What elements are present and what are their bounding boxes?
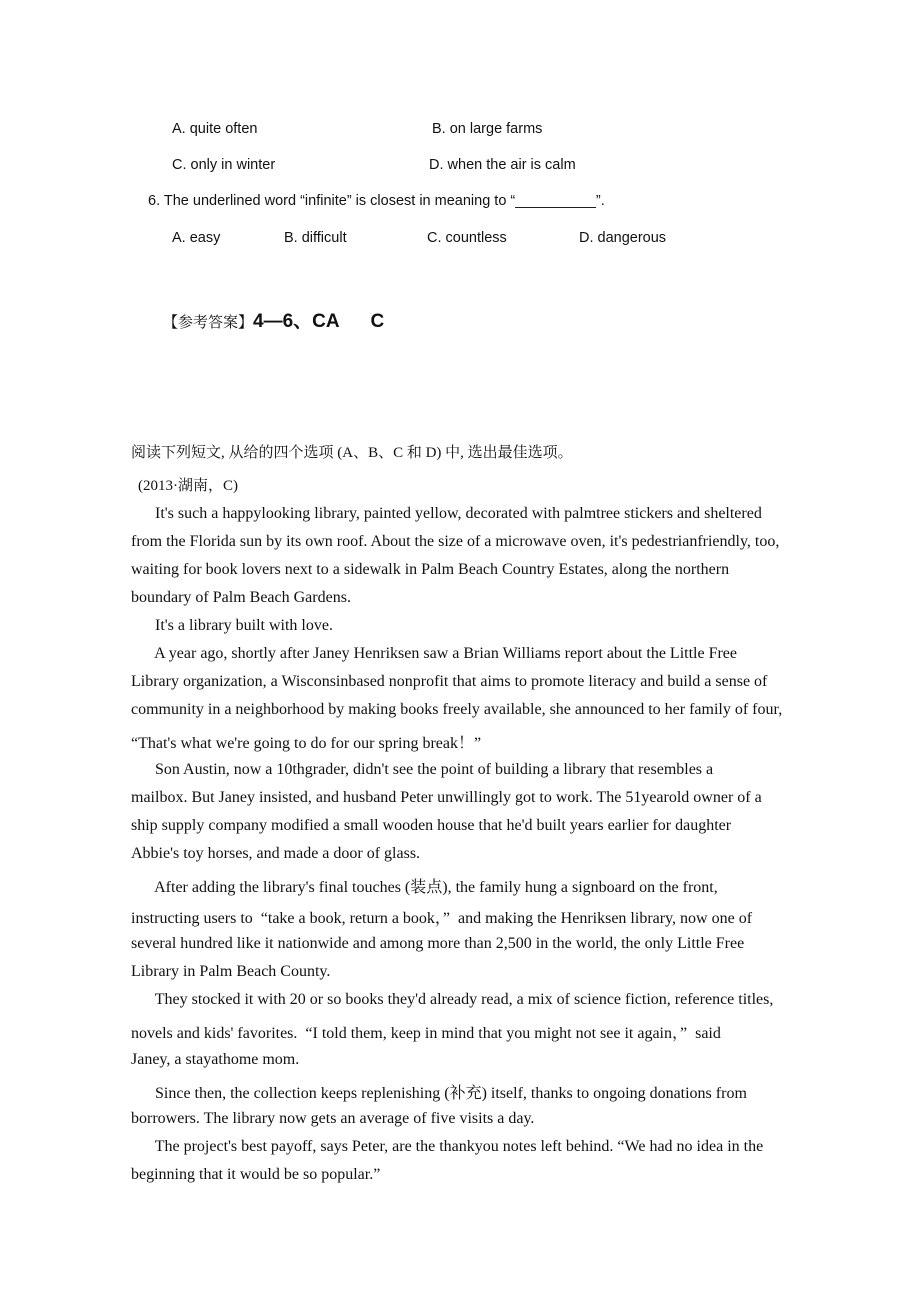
answer-value: 4—6、CA C [253,311,385,332]
q6-option-b: B. difficult [284,230,347,246]
passage-line: Since then, the collection keeps replenishing (补充) itself, thanks to ongoing donations from [131,1085,747,1102]
passage-line: Abbie's toy horses, and made a door of glass. [131,845,421,862]
passage-line: borrowers. The library now gets an average of five visits a day. [131,1110,535,1127]
passage-line: novels and kids' favorites. “I told them, keep in mind that you might not see it again，” said [131,1025,721,1042]
q6-stem: 6. The underlined word “infinite” is closest in meaning to “__________”. [148,193,605,209]
passage-line: It's a library built with love. [131,617,333,634]
passage-line: mailbox. But Janey insisted, and husband Peter unwillingly got to work. The 51yearold owner of a [131,789,762,806]
reference-answer [163,306,384,333]
reading-instruction: 阅读下列短文, 从给的四个选项 (A、B、C 和 D) 中, 选出最佳选项。 [131,445,573,461]
passage-line: Library organization, a Wisconsinbased nonprofit that aims to promote literacy and build a sense of [131,673,768,690]
q5-option-a: A. quite often [172,121,258,137]
passage-source: (2013·湖南，C) [138,478,238,494]
q6-option-d: D. dangerous [579,230,667,246]
q5-option-d: D. when the air is calm [429,157,576,173]
passage-line: instructing users to “take a book, return a book，” and making the Henriksen library, now one of [131,910,753,927]
passage-line: It's such a happylooking library, painted yellow, decorated with palmtree stickers and sheltered [131,505,762,522]
passage-line: The project's best payoff, says Peter, are the thankyou notes left behind. “We had no idea in the [131,1138,764,1155]
passage-line: several hundred like it nationwide and among more than 2,500 in the world, the only Little Free [131,935,745,952]
passage-line: community in a neighborhood by making books freely available, she announced to her family of four, [131,701,783,718]
passage-line: ship supply company modified a small wooden house that he'd built years earlier for daughter [131,817,732,834]
passage-line: After adding the library's final touches (装点), the family hung a signboard on the front, [131,879,718,896]
q5-option-b: B. on large farms [432,121,543,137]
q6-option-c: C. countless [427,230,507,246]
q6-option-a: A. easy [172,230,221,246]
passage-line: They stocked it with 20 or so books they'd already read, a mix of science fiction, reference titles, [131,991,774,1008]
passage-line: waiting for book lovers next to a sidewalk in Palm Beach Country Estates, along the northern [131,561,730,578]
passage-line: Janey, a stayathome mom. [131,1051,300,1068]
passage-line: Son Austin, now a 10thgrader, didn't see the point of building a library that resembles a [131,761,714,778]
answer-label: 【参考答案】 [163,313,254,331]
passage-line: “That's what we're going to do for our spring break！” [131,735,482,752]
passage-line: boundary of Palm Beach Gardens. [131,589,351,606]
passage-line: Library in Palm Beach County. [131,963,331,980]
q5-option-c: C. only in winter [172,157,276,173]
passage-line: beginning that it would be so popular.” [131,1166,381,1183]
passage-line: from the Florida sun by its own roof. About the size of a microwave oven, it's pedestrianfriendly, too, [131,533,780,550]
passage-line: A year ago, shortly after Janey Henriksen saw a Brian Williams report about the Little Free [131,645,737,662]
